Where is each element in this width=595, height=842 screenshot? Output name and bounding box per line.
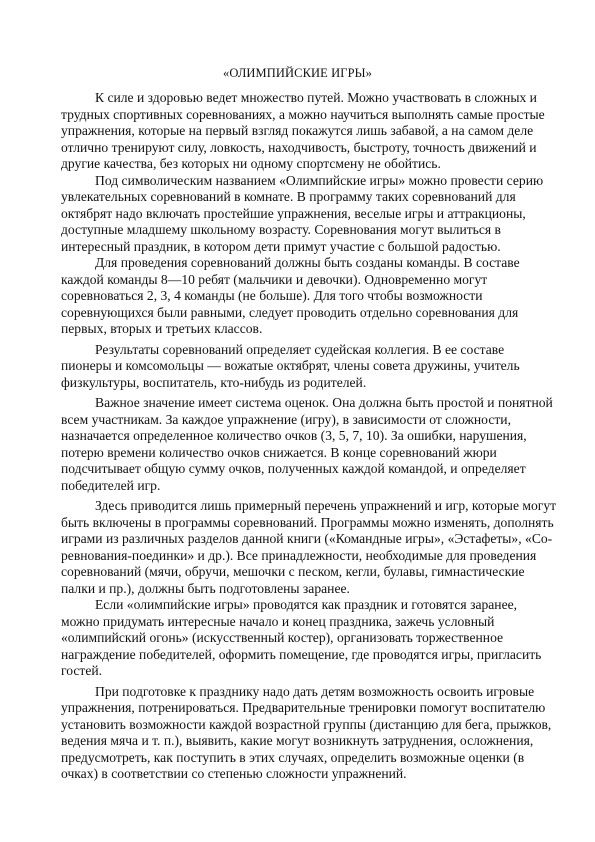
paragraph-4: Результаты соревнований определяет судейская коллегия. В ее составе пионеры и комсомольцы — вожатые октябрят, члены совета дружины, учитель физкультуры, воспитатель, кто-нибудь из родителей. bbox=[61, 341, 520, 390]
paragraph-2: Под символическим названием «Олимпийские игры» можно провести серию увлекательных соревнований в комнате. В программу таких соревнований для октябрят надо включать простейшие упражнения, веселые игры и аттракционы, доступные младшему школьному возрасту. Соревнования могут вылиться в интересный праздник, в котором дети примут участие с большой радостью. bbox=[61, 172, 544, 254]
paragraph-1: К силе и здоровью ведет множество путей. Можно участвовать в сложных и трудных спортивных соревнованиях, а можно научиться выполнять самые простые упражнения, которые на первый взгляд покажутся лишь забавой, а на самом деле отлично тренируют силу, ловкость, находчивость, быстроту, точность движений и другие качества, без которых ни одному спортсмену не обойтись. bbox=[61, 90, 545, 171]
paragraph-6: Здесь приводится лишь примерный перечень упражнений и игр, которые могут быть включены в программы соревнований. Программы можно изменять, дополнять играми из различных разделов данной книги («Командные игры», «Эстафеты», «Со-ревнования-поединки» и др.). Все принадлежности, необходимые для проведения соревнований (мячи, обручи, мешочки с песком, кегли, булавы, гимнастические палки и пр.), должны быть подготовлены заранее. bbox=[61, 498, 557, 596]
document-title: «ОЛИМПИЙСКИЕ ИГРЫ» bbox=[223, 66, 372, 80]
document-body bbox=[61, 90, 558, 783]
paragraph-8: При подготовке к празднику надо дать детям возможность освоить игровые упражнения, потренироваться. Предварительные тренировки помогут воспитателю установить возможности каждой возрастной группы (дистанцию для бега, прыжков, ведения мяча и т. п.), выявить, какие могут возникнуть затруднения, осложнения, предусмотреть, как поступить в этих случаях, определить возможные оценки (в очках) в соответствии со степенью сложности упражнений. bbox=[61, 683, 552, 781]
paragraph-5: Важное значение имеет система оценок. Она должна быть простой и понятной всем участникам. За каждое упражнение (игру), в зависимости от сложности, назначается определенное количество очков (3, 5, 7, 10). За ошибки, нарушения, потерю времени количество очков снижается. В конце соревнований жюри подсчитывает общую сумму очков, полученных каждой командой, и определяет победителей игр. bbox=[61, 395, 553, 493]
paragraph-7: Если «олимпийские игры» проводятся как праздник и готовятся заранее, можно придумать интересные начало и конец праздника, зажечь условный «олимпийский огонь» (искусственный костер), организовать торжественное награждение победителей, оформить помещение, где проводятся игры, пригласить гостей. bbox=[61, 597, 542, 678]
paragraph-3: Для проведения соревнований должны быть созданы команды. В составе каждой команды 8—10 ребят (мальчики и девочки). Одновременно могут соревноваться 2, 3, 4 команды (не больше). Для того чтобы возможности соревнующихся были равными, следует проводить отдельно соревнования для первых, вторых и третьих классов. bbox=[61, 255, 520, 336]
